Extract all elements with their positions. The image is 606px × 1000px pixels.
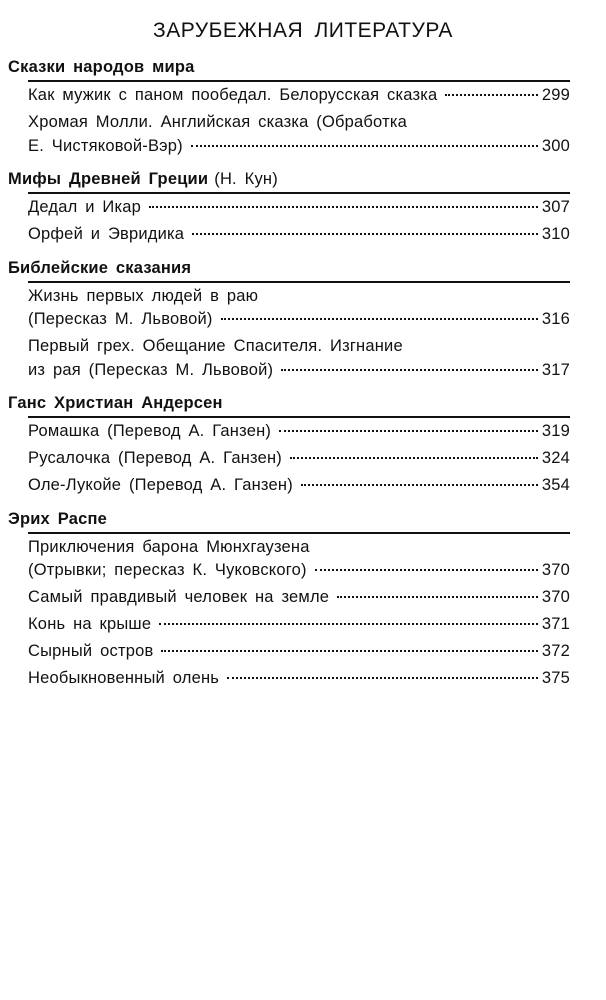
entry-last-line [28,223,570,247]
section-note: (Н. Кун) [214,170,278,188]
section-header [8,255,570,281]
entry-title-line: Самый правдивый человек на земле [28,588,330,606]
entry-last-line [28,84,570,108]
page-title: ЗАРУБЕЖНАЯ ЛИТЕРАТУРА [153,19,453,42]
entry-list [28,532,570,691]
page-number: 316 [541,310,570,328]
toc-entry [28,84,570,108]
page-number: 299 [541,86,570,104]
toc-entry [28,285,570,332]
dot-leader [301,484,538,486]
entry-last-line [28,308,570,332]
section-header [8,390,570,416]
section-header [8,506,570,532]
toc-entry [28,111,570,158]
entry-title-line: Ромашка (Перевод А. Ганзен) [28,422,272,440]
dot-leader [337,596,538,598]
entry-last-line [28,420,570,444]
entry-last-line [28,559,570,583]
entry-title-line: Конь на крыше [28,615,152,633]
entry-title-line: (Пересказ М. Львовой) [28,310,213,328]
page-number: 371 [541,615,570,633]
toc-entry [28,474,570,498]
entry-title-line: Е. Чистяковой-Вэр) [28,136,183,155]
entry-last-line [28,474,570,498]
dot-leader [279,430,538,432]
entry-last-line [28,667,570,691]
entry-list [28,80,570,158]
page-number: 324 [541,449,570,467]
toc-entry [28,613,570,637]
section-author: Эрих Распе [8,509,108,528]
entry-title-line: Оле-Лукойе (Перевод А. Ганзен) [28,476,293,494]
page-number: 310 [541,225,570,243]
toc-entry [28,640,570,664]
section-author: Библейские сказания [8,258,192,277]
page-number: 317 [541,360,570,379]
entry-last-line [28,447,570,471]
entry-title-line: Хромая Молли. Английская сказка (Обработка [28,113,407,131]
page-number: 370 [541,561,570,579]
page-number: 354 [541,476,570,494]
page-number: 300 [541,136,570,155]
entry-title-line: из рая (Пересказ М. Львовой) [28,360,274,379]
entry-last-line [28,135,570,159]
entry-last-line [28,640,570,664]
toc-entry [28,447,570,471]
toc-section [8,166,570,247]
toc-section [8,255,570,383]
entry-list [28,192,570,247]
page-number: 372 [541,642,570,660]
dot-leader [192,233,538,235]
section-header [8,54,570,80]
entry-title-line: Дедал и Икар [28,198,141,216]
section-header [8,166,570,192]
dot-leader [281,369,538,371]
entry-title-line: Необыкновенный олень [28,669,220,687]
toc-entry [28,223,570,247]
section-author: Сказки народов мира [8,58,195,76]
dot-leader [315,569,538,571]
toc-entry [28,196,570,220]
table-of-contents [8,54,570,699]
dot-leader [290,457,538,459]
toc-section [8,54,570,158]
page-number: 370 [541,588,570,606]
entry-last-line [28,196,570,220]
entry-title-line: (Отрывки; пересказ К. Чуковского) [28,561,307,579]
page-number: 319 [541,422,570,440]
page-number: 375 [541,669,570,687]
toc-entry [28,536,570,583]
toc-entry [28,420,570,444]
toc-section [8,390,570,498]
dot-leader [191,145,538,147]
toc-section [8,506,570,691]
entry-title-line: Сырный остров [28,642,154,660]
entry-title-line: Как мужик с паном пообедал. Белорусская сказка [28,86,438,104]
toc-entry [28,586,570,610]
entry-list [28,416,570,498]
entry-list [28,281,570,383]
entry-title-line: Русалочка (Перевод А. Ганзен) [28,449,282,467]
section-author: Ганс Христиан Андерсен [8,394,223,412]
dot-leader [161,650,537,652]
dot-leader [227,677,538,679]
dot-leader [221,318,538,320]
entry-title-line: Приключения барона Мюнхгаузена [28,537,310,556]
page-number: 307 [541,198,570,216]
dot-leader [159,623,538,625]
section-author: Мифы Древней Греции [8,170,209,188]
dot-leader [149,206,538,208]
entry-title-line: Орфей и Эвридика [28,225,185,243]
dot-leader [445,94,537,96]
entry-title-line: Первый грех. Обещание Спасителя. Изгнание [28,337,403,355]
toc-entry [28,335,570,382]
entry-title-line: Жизнь первых людей в раю [28,286,259,305]
entry-last-line [28,613,570,637]
entry-last-line [28,586,570,610]
entry-last-line [28,359,570,383]
toc-entry [28,667,570,691]
